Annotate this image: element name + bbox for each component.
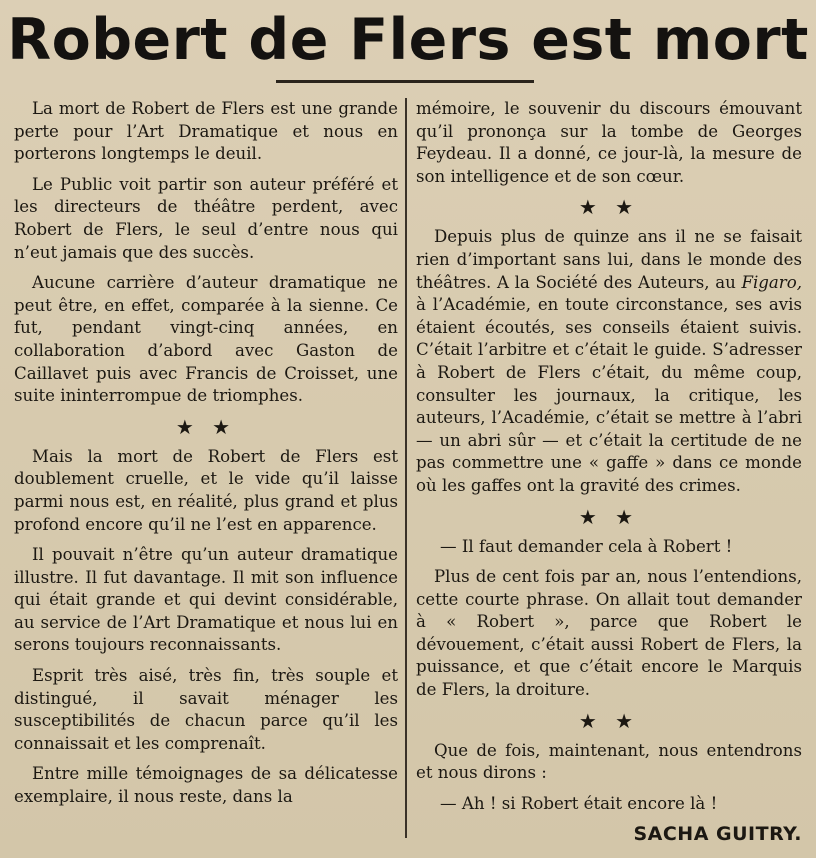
- paragraph: La mort de Robert de Flers est une grande perte pour l’Art Dramatique et nous en porterons longtemps le deuil.: [14, 99, 398, 164]
- paragraph: Mais la mort de Robert de Flers est doublement cruelle, et le vide qu’il laisse parmi nous est, en réalité, plus grand et plus profond encore qu’il ne l’est en apparence.: [14, 446, 398, 534]
- right-column: [416, 98, 802, 846]
- paragraph-text: Depuis plus de quinze ans il ne se faisait rien d’important sans lui, dans le monde des théâtres. A la Société des Auteurs, au: [416, 227, 802, 292]
- paragraph-text: à l’Académie, en toute circonstance, ses avis étaient écoutés, ses conseils étaient suivis. C’était l’arbitre et c’était le guide. S’adresser à Robert de Flers c’était, du même coup, consulter les journaux, la critique, les auteurs, l’Académie, c’était se mettre à l’abri — un abri sûr — et c’était la certitude de ne pas commettre une « gaffe » dans ce monde où les gaffes ont la gravité des crimes.: [416, 295, 802, 495]
- section-stars: ★ ★: [578, 708, 640, 733]
- paragraph: Que de fois, maintenant, nous entendrons et nous dirons :: [416, 740, 802, 783]
- paragraph: Entre mille témoignages de sa délicatesse exemplaire, il nous reste, dans la: [14, 764, 398, 807]
- signature: SACHA GUITRY.: [633, 823, 802, 846]
- quote: — Ah ! si Robert était encore là !: [440, 793, 718, 813]
- section-stars: ★ ★: [578, 504, 640, 529]
- section-stars: ★ ★: [578, 195, 640, 220]
- paragraph: Esprit très aisé, très fin, très souple et distingué, il savait ménager les susceptibilités de chacun parce qu’il les connaissait et les comprenaît.: [14, 666, 398, 753]
- paragraph: Aucune carrière d’auteur dramatique ne peut être, en effet, comparée à la sienne. Ce fut, pendant vingt-cinq années, en collaboration d’abord avec Gaston de Caillavet puis avec Francis de Croisset, une suite ininterrompue de triomphes.: [14, 273, 398, 406]
- left-column: [14, 98, 398, 817]
- column-divider: [405, 98, 407, 838]
- paragraph: Il pouvait n’être qu’un auteur dramatique illustre. Il fut davantage. Il mit son influence qui était grande et qui devint considérable, au service de l’Art Dramatique et nous lui en serons toujours reconnaissants.: [14, 545, 398, 655]
- paragraph: [416, 226, 802, 497]
- quote: — Il faut demander cela à Robert !: [440, 536, 733, 556]
- section-stars: ★ ★: [175, 414, 237, 439]
- paragraph: Le Public voit partir son auteur préféré et les directeurs de théâtre perdent, avec Robert de Flers, le seul d’entre nous qui n’eut jamais que des succès.: [14, 174, 398, 262]
- headline: Robert de Flers est mort: [7, 7, 809, 73]
- paragraph: mémoire, le souvenir du discours émouvant qu’il prononça sur la tombe de Georges Feydeau. Il a donné, ce jour-là, la mesure de son intelligence et de son cœur.: [416, 99, 802, 186]
- headline-rule: [276, 80, 534, 83]
- paragraph: Plus de cent fois par an, nous l’entendions, cette courte phrase. On allait tout demander à « Robert », parce que Robert le dévouement, c’était aussi Robert de Flers, la puissance, et que c’était encore le Marquis de Flers, la droiture.: [416, 567, 802, 700]
- newspaper-name: Figaro,: [741, 272, 802, 292]
